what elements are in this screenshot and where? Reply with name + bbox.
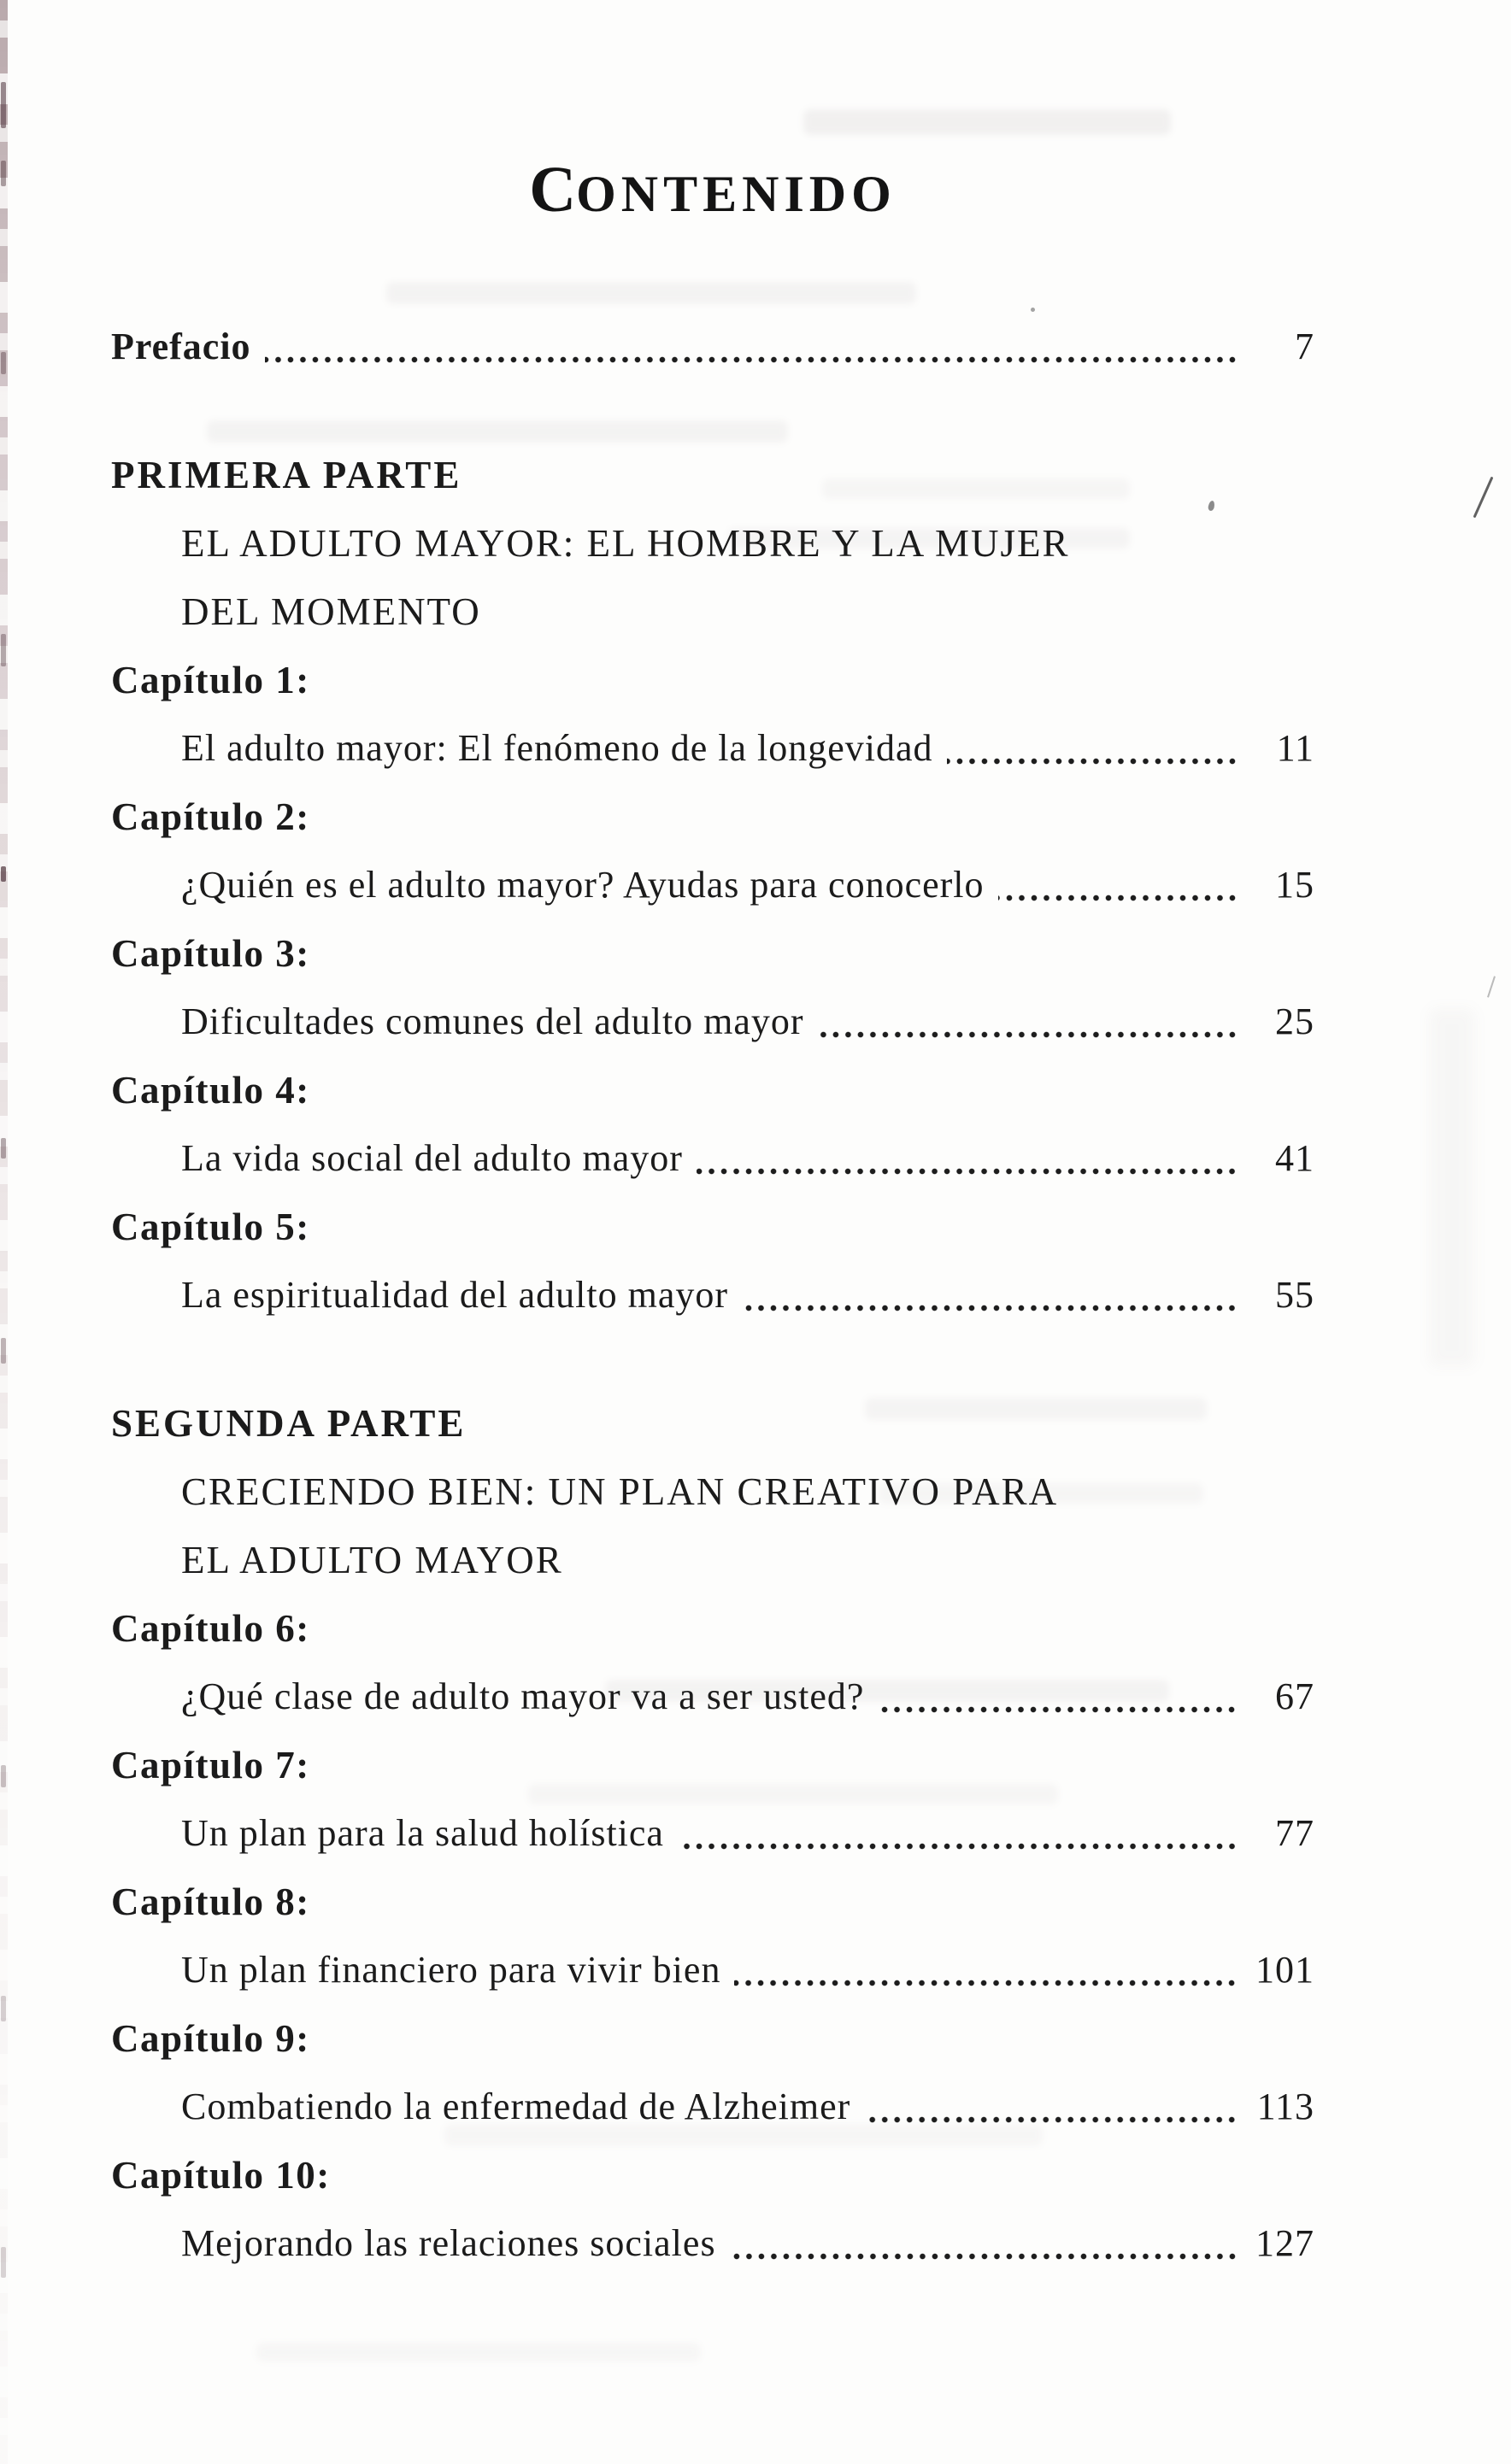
- entry-label: La vida social del adulto mayor: [181, 1137, 683, 1179]
- toc-entry: [111, 988, 1314, 1056]
- toc-entry: [111, 313, 1314, 381]
- scan-artifact: [1, 161, 6, 186]
- entry-label: ¿Qué clase de adulto mayor va a ser usted?: [181, 1675, 865, 1717]
- entry-label: El adulto mayor: El fenómeno de la longevidad: [181, 727, 933, 769]
- page-number: 11: [1276, 727, 1314, 769]
- entry-label: Dificultades comunes del adulto mayor: [181, 1000, 804, 1042]
- scan-artifact: [1, 2247, 6, 2278]
- toc-chapter: Capítulo 7:: [111, 1744, 310, 1786]
- toc-entry: [111, 714, 1314, 783]
- toc-chapter: Capítulo 1:: [111, 659, 310, 701]
- page-title-rest: ONTENIDO: [576, 166, 897, 222]
- toc-entry: [111, 1663, 1314, 1731]
- page-number: 113: [1256, 2086, 1314, 2127]
- toc-section-gap: [111, 1329, 1314, 1389]
- page-number: 127: [1255, 2222, 1314, 2264]
- toc-part: SEGUNDA PARTE: [111, 1402, 467, 1445]
- toc-subtitle: EL ADULTO MAYOR: [181, 1539, 563, 1581]
- toc-chapter: Capítulo 9:: [111, 2017, 310, 2060]
- dot-leader: [734, 1980, 1241, 1986]
- page-number: 55: [1275, 1274, 1314, 1316]
- page-number: 7: [1295, 326, 1314, 367]
- entry-label: Un plan para la salud holística: [181, 1812, 664, 1854]
- toc-subtitle: EL ADULTO MAYOR: EL HOMBRE Y LA MUJER: [181, 522, 1070, 565]
- toc-chapter: Capítulo 8:: [111, 1880, 310, 1923]
- toc-subtitle: CRECIENDO BIEN: UN PLAN CREATIVO PARA: [181, 1470, 1059, 1513]
- scan-artifact: [1473, 477, 1494, 519]
- scan-artifact: [1, 1338, 6, 1364]
- scan-artifact: [256, 2343, 701, 2361]
- page-number: 77: [1275, 1812, 1314, 1854]
- dot-leader: [818, 1031, 1241, 1038]
- toc-entry: [111, 851, 1314, 919]
- dot-leader: [947, 758, 1241, 765]
- scan-artifact: [1, 82, 6, 128]
- dot-leader: [864, 2116, 1241, 2123]
- dot-leader: [742, 1305, 1241, 1311]
- page-number: 67: [1275, 1675, 1314, 1717]
- page-number: 41: [1275, 1137, 1314, 1179]
- toc-part: PRIMERA PARTE: [111, 454, 462, 496]
- toc-chapter: Capítulo 5:: [111, 1206, 310, 1248]
- toc-chapter: Capítulo 4:: [111, 1069, 310, 1112]
- scan-artifact: [1, 634, 6, 666]
- entry-label: ¿Quién es el adulto mayor? Ayudas para conocerlo: [181, 864, 985, 906]
- entry-label: Un plan financiero para vivir bien: [181, 1949, 721, 1991]
- toc-chapter: Capítulo 2:: [111, 795, 310, 838]
- dot-leader: [998, 895, 1241, 901]
- scan-artifact: [1, 1765, 6, 1787]
- toc-chapter: Capítulo 10:: [111, 2154, 331, 2197]
- scan-artifact: [1, 1138, 6, 1159]
- scan-artifact: [1, 1996, 6, 2021]
- dot-leader: [678, 1843, 1241, 1850]
- scan-artifact: [1, 352, 6, 374]
- toc-chapter: Capítulo 3:: [111, 932, 310, 975]
- entry-label: Combatiendo la enfermedad de Alzheimer: [181, 2086, 851, 2127]
- toc-entry: [111, 1936, 1314, 2004]
- scan-artifact: [207, 420, 788, 443]
- scan-artifact: [386, 282, 916, 304]
- dot-leader: [878, 1706, 1241, 1713]
- page-number: 101: [1255, 1949, 1314, 1991]
- toc-chapter: Capítulo 6:: [111, 1607, 310, 1650]
- toc-entry: [111, 1799, 1314, 1868]
- scan-artifact: [1487, 976, 1496, 997]
- toc-entry: [111, 2209, 1314, 2278]
- dot-leader: [697, 1168, 1241, 1175]
- table-of-contents: [111, 313, 1314, 2278]
- page-number: 15: [1275, 864, 1314, 906]
- toc-entry: [111, 1124, 1314, 1193]
- toc-entry: [111, 2073, 1314, 2141]
- toc-entry: [111, 1261, 1314, 1329]
- page-title: [111, 154, 1314, 226]
- entry-label: La espiritualidad del adulto mayor: [181, 1274, 729, 1316]
- page-number: 25: [1275, 1000, 1314, 1042]
- toc-subtitle: DEL MOMENTO: [181, 590, 481, 633]
- entry-label: Prefacio: [111, 326, 251, 367]
- scan-artifact: [803, 109, 1171, 135]
- scan-artifact: [1031, 308, 1035, 312]
- scan-artifact: [1, 866, 6, 882]
- page-title-initial: C: [529, 154, 577, 226]
- dot-leader: [265, 356, 1241, 363]
- entry-label: Mejorando las relaciones sociales: [181, 2222, 716, 2264]
- scan-artifact: [1429, 1008, 1475, 1367]
- dot-leader: [730, 2253, 1241, 2260]
